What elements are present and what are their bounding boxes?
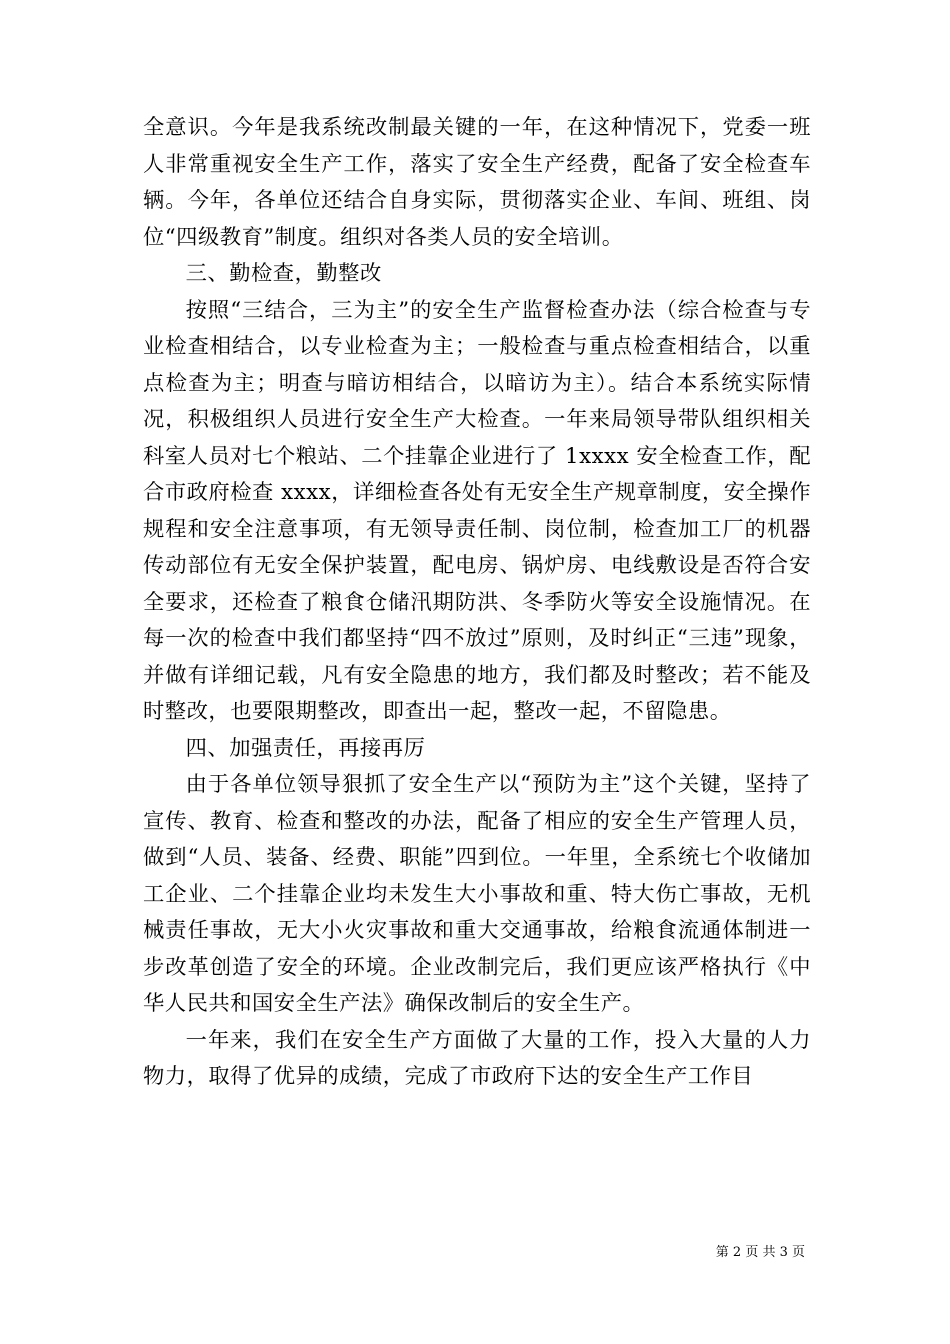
page-number: 第 2 页 共 3 页: [715, 1245, 805, 1260]
paragraph-continuation: 全意识。今年是我系统改制最关键的一年，在这种情况下，党委一班人非常重视安全生产工作，落实了安全生产经费，配备了安全检查车辆。今年，各单位还结合自身实际，贯彻落实企业、车间、班组、岗位“四级教育”制度。组织对各类人员的安全培训。: [143, 115, 811, 250]
section-heading-four: 四、加强责任，再接再厉: [185, 735, 426, 761]
section-heading-three: 三、勤检查，勤整改: [185, 261, 382, 286]
paragraph-inspection: 按照“三结合，三为主”的安全生产监督检查办法（综合检查与专业检查相结合，以专业检查为主；一般检查与重点检查相结合，以重点检查为主；明查与暗访相结合，以暗访为主）。结合本系统实际情况，积极组织人员进行安全生产大检查。一年来局领导带队组织相关科室人员对七个粮站、二个挂靠企业进行了 1xxxx 安全检查工作，配合市政府检查 xxxx，详细检查各处有无安全生产规章制度，安全操作规程和安全注意事项，有无领导责任制、岗位制，检查加工厂的机器传动部位有无安全保护装置，配电房、锅炉房、电线敷设是否符合安全要求，还检查了粮食仓储汛期防洪、冬季防火等安全设施情况。在每一次的检查中我们都坚持“四不放过”原则，及时纠正“三违”现象，并做有详细记载，凡有安全隐患的地方，我们都及时整改；若不能及时整改，也要限期整改，即查出一起，整改一起，不留隐患。: [143, 297, 811, 724]
paragraph-responsibility: 由于各单位领导狠抓了安全生产以“预防为主”这个关键，坚持了宣传、教育、检查和整改的办法，配备了相应的安全生产管理人员，做到“人员、装备、经费、职能”四到位。一年里，全系统七个收储加工企业、二个挂靠企业均未发生大小事故和重、特大伤亡事故，无机械责任事故，无大小火灾事故和重大交通事故，给粮食流通体制进一步改革创造了安全的环境。企业改制完后，我们更应该严格执行《中华人民共和国安全生产法》确保改制后的安全生产。: [143, 772, 811, 1016]
paragraph-summary: 一年来，我们在安全生产方面做了大量的工作，投入大量的人力物力，取得了优异的成绩，完成了市政府下达的安全生产工作目: [143, 1027, 811, 1089]
document-body: [143, 110, 811, 1096]
